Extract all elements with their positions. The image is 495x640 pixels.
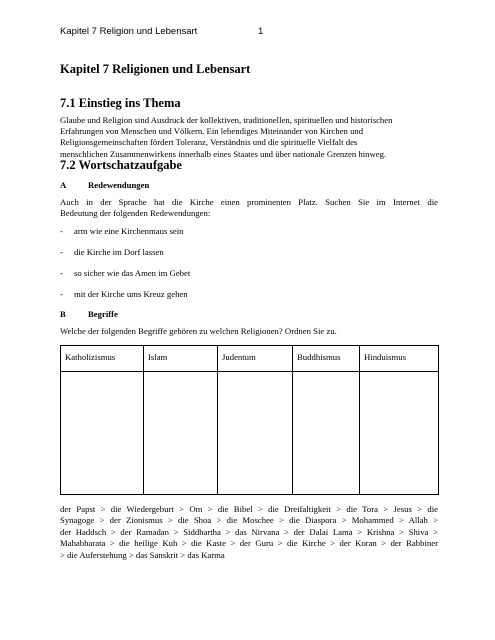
idioms-intro	[60, 197, 438, 219]
dash-marker: -	[60, 268, 63, 278]
terms-list	[60, 504, 438, 561]
answer-cell[interactable]	[218, 372, 293, 495]
terms-line: > die Auferstehung > das Sanskrit > das Karma	[60, 549, 225, 560]
chapter-title: Kapitel 7 Religionen und Lebensart	[60, 62, 251, 76]
subheading-title: Begriffe	[88, 309, 118, 319]
dash-marker: -	[60, 289, 63, 299]
intro-paragraph	[60, 115, 438, 160]
subheading-letter: A	[60, 180, 67, 190]
column-header: Katholizismus	[61, 346, 144, 372]
dash-marker: -	[60, 226, 63, 236]
idioms-intro-line: Auch in der Sprache hat die Kirche einen prominenten Platz. Suchen Sie im Internet die	[60, 197, 438, 207]
answer-cell[interactable]	[293, 372, 360, 495]
idiom-item	[60, 226, 184, 236]
dash-marker: -	[60, 247, 63, 257]
answer-cell[interactable]	[360, 372, 439, 495]
intro-line: Religionsgemeinschaften fördert Toleranz, Verständnis und die spirituelle Vielfalt des	[60, 137, 358, 148]
column-header: Islam	[144, 346, 218, 372]
terms-line: Synagoge > der Zionismus > die Shoa > die Moschee > die Diaspora > Mohammed > Allah >	[60, 515, 438, 526]
section-title-7-1: 7.1 Einstieg ins Thema	[60, 96, 181, 110]
subheading-title: Redewendungen	[88, 180, 150, 190]
idiom-item	[60, 289, 188, 299]
subheading-b	[60, 309, 118, 319]
idiom-text: arm wie eine Kirchenmaus sein	[74, 226, 184, 236]
idioms-intro-line: Bedeutung der folgenden Redewendungen:	[60, 208, 211, 219]
subheading-a	[60, 180, 149, 190]
subheading-letter: B	[60, 309, 66, 319]
section-title-7-2: 7.2 Wortschatzaufgabe	[60, 158, 182, 172]
terms-line: Mahabharata > die heilige Kuh > die Kaste > der Guru > die Kirche > der Koran > der Rabbiner	[60, 538, 438, 549]
intro-line: Glaube und Religion sind Ausdruck der kollektiven, traditionellen, spirituellen und historischen	[60, 115, 393, 125]
answer-cell[interactable]	[144, 372, 218, 495]
column-header: Hinduismus	[360, 346, 439, 372]
idiom-text: die Kirche im Dorf lassen	[74, 247, 164, 257]
terms-instruction: Welche der folgenden Begriffe gehören zu welchen Religionen? Ordnen Sie zu.	[60, 326, 337, 336]
terms-line: der Papst > die Wiedergeburt > Om > die Bibel > die Dreifaltigkeit > die Tora > Jesus > die	[60, 504, 438, 514]
table-answer-row	[61, 372, 439, 495]
intro-line: Erfahrungen von Menschen und Völkern. Ein lebendiges Miteinander von Kirchen und	[60, 126, 364, 137]
idiom-text: so sicher wie das Amen im Gebet	[74, 268, 191, 278]
column-header: Judentum	[218, 346, 293, 372]
idiom-text: mit der Kirche ums Kreuz gehen	[74, 289, 188, 299]
page-number: 1	[258, 26, 264, 37]
running-header: Kapitel 7 Religion und Lebensart	[60, 26, 198, 37]
idiom-item	[60, 268, 190, 278]
terms-line: der Haddsch > der Ramadan > Siddhartha > das Nirvana > der Dalai Lama > Krishna > Shiva >	[60, 526, 438, 537]
table-header-row	[61, 346, 439, 372]
answer-cell[interactable]	[61, 372, 144, 495]
intro-line: menschlichen Zusammenwirkens innerhalb eines Staates und über nationale Grenzen hinweg.	[60, 148, 387, 159]
religion-terms-table	[60, 345, 439, 495]
column-header: Buddhismus	[293, 346, 360, 372]
idiom-item	[60, 247, 164, 257]
